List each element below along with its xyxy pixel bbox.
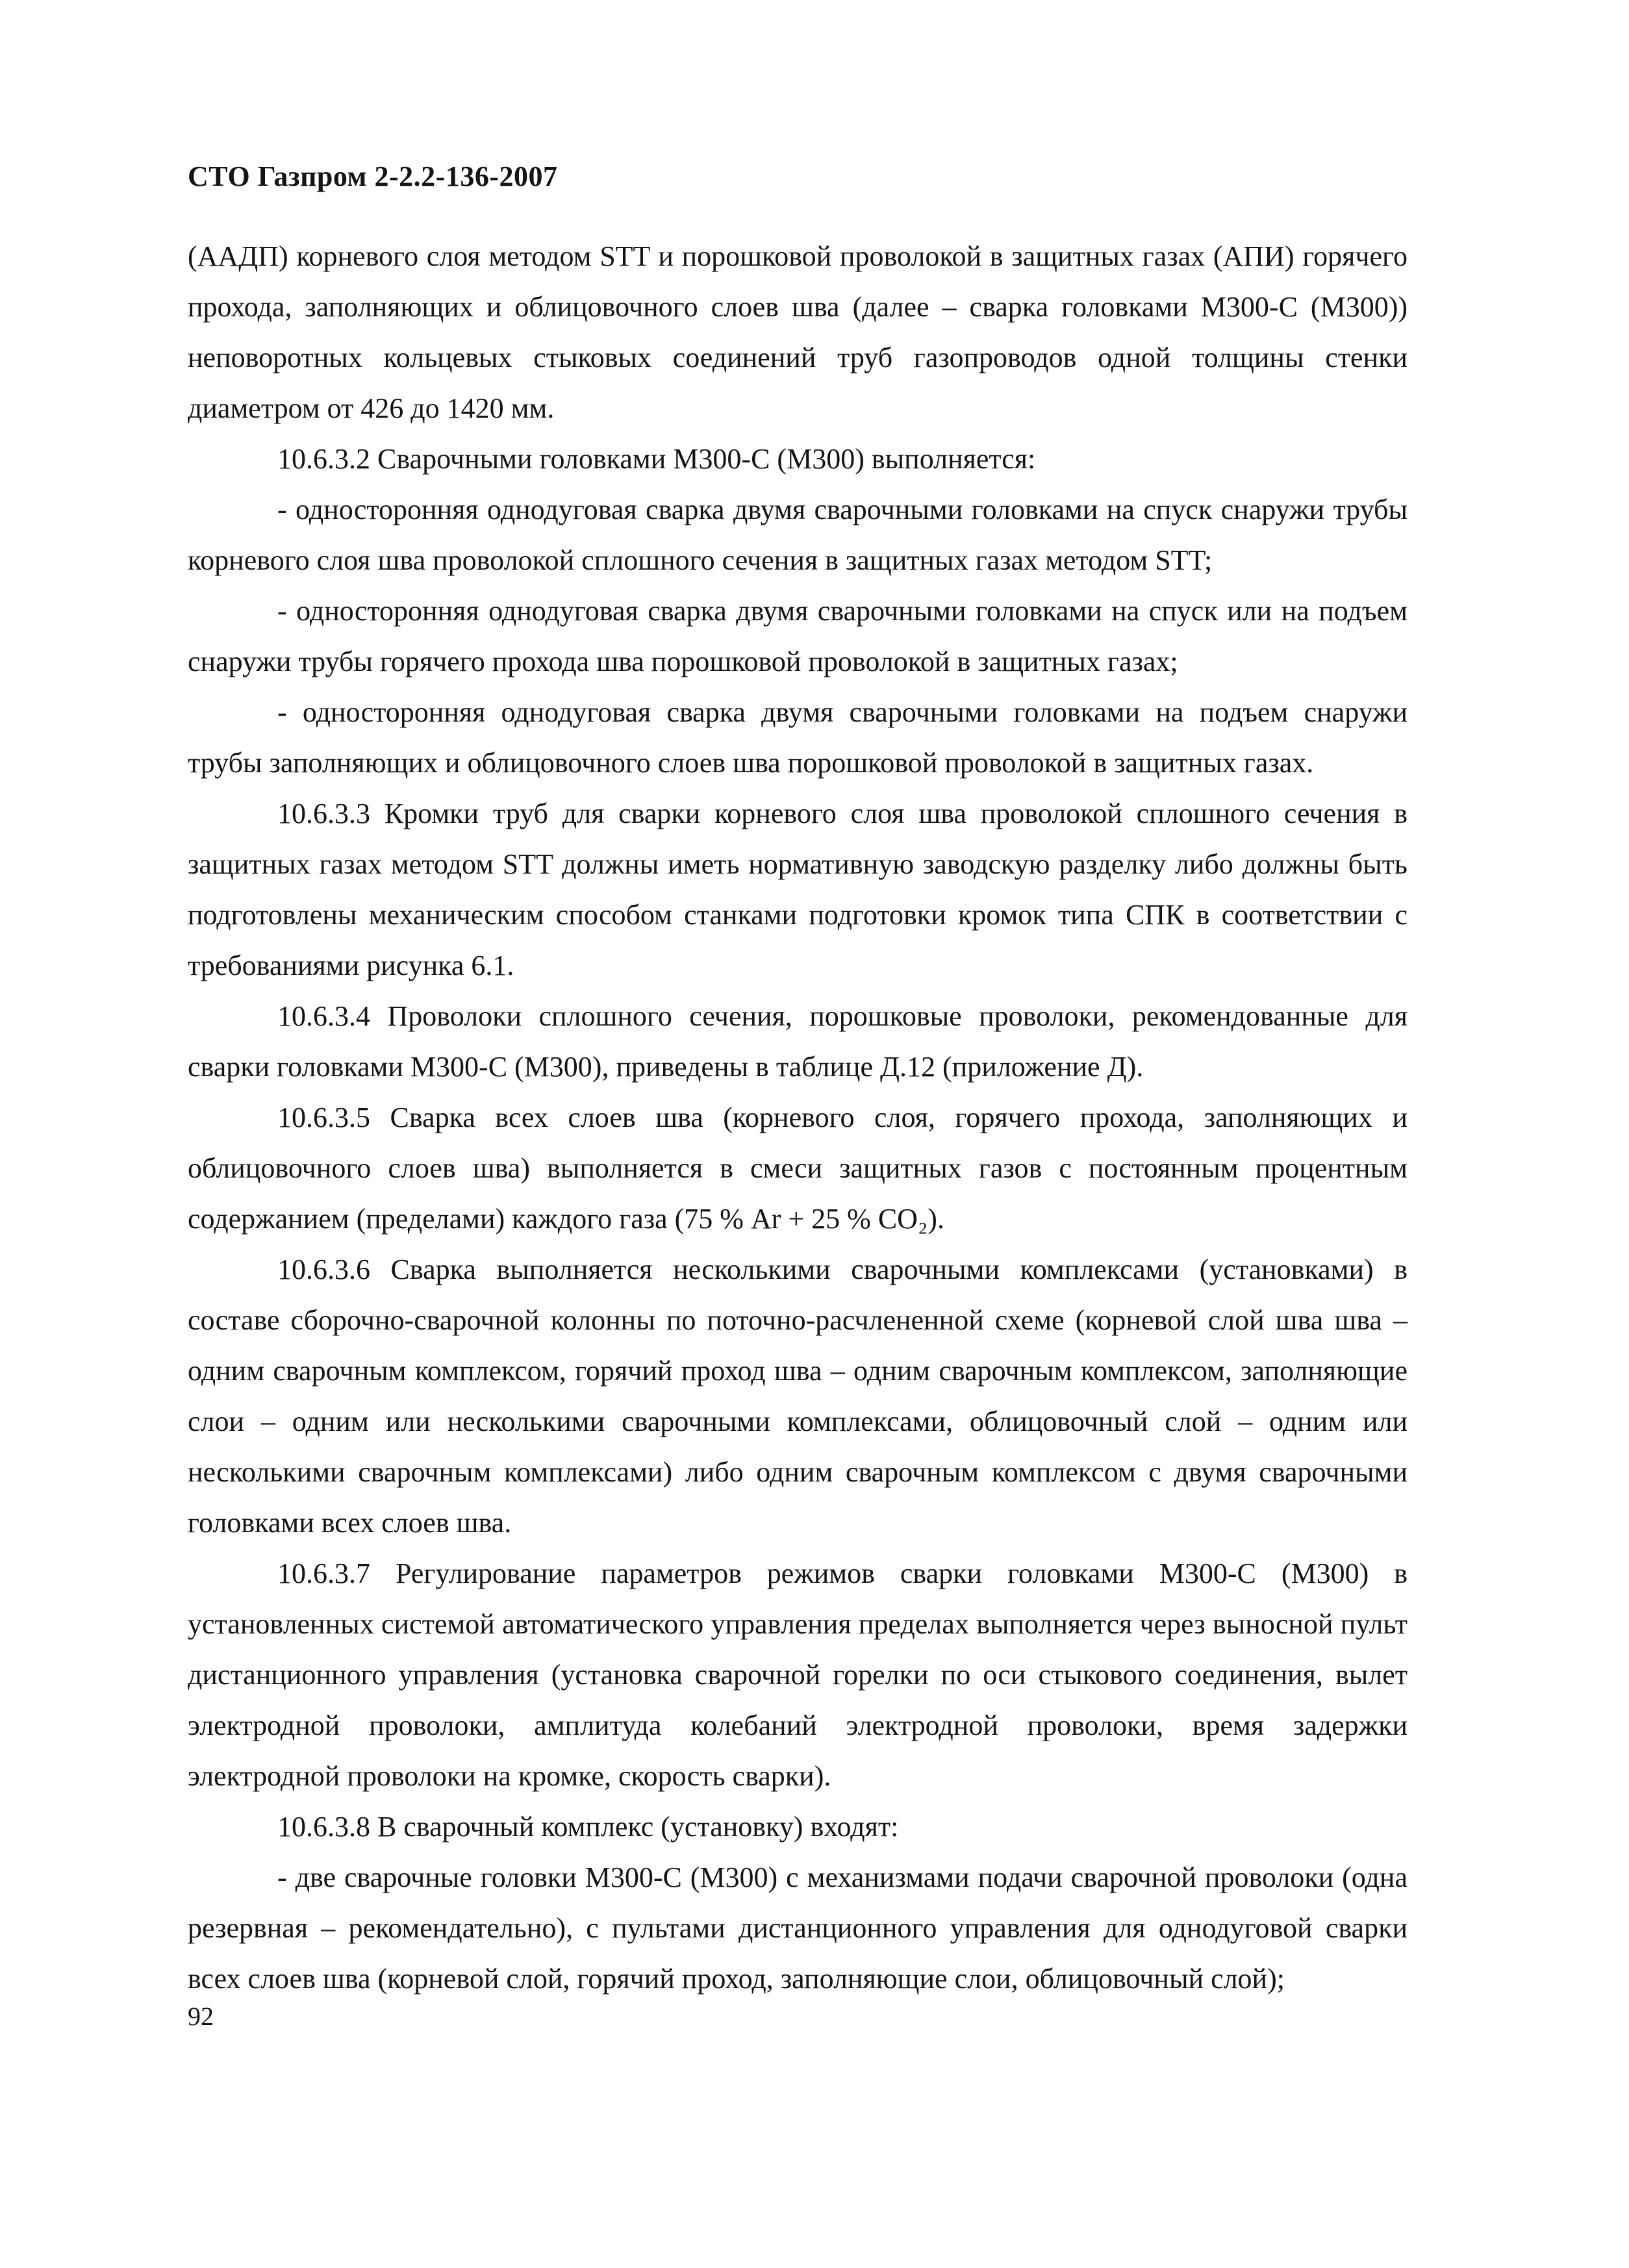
list-item-hot-pass: - односторонняя однодуговая сварка двумя сварочными головками на спуск или на подъем снаружи трубы горячего прохода шва порошковой проволокой в защитных газах; xyxy=(188,595,1408,677)
paragraph-intro-continuation: (ААДП) корневого слоя методом STT и порошковой проволокой в защитных газах (АПИ) горячего прохода, заполняющих и облицовочного слоев шва (далее – сварка головками М300-С (М300)) неповоротных кольцевых стыковых соединений труб газопроводов одной толщины стенки диаметром от 426 до 1420 мм. xyxy=(188,240,1408,424)
paragraph-10-6-3-6: 10.6.3.6 Сварка выполняется несколькими сварочными комплексами (установками) в составе сборочно-сварочной колонны по поточно-расчлененной схеме (корневой слой шва шва – одним сварочным комплексом, горячий проход шва – одним сварочным комплексом, заполняющие слои – одним или несколькими сварочными комплексами, облицовочный слой – одним или несколькими сварочным комплексами) либо одним сварочным комплексом с двумя сварочными головками всех слоев шва. xyxy=(188,1254,1408,1539)
page-number: 92 xyxy=(188,2002,214,2031)
paragraph-10-6-3-7: 10.6.3.7 Регулирование параметров режимов сварки головками М300-С (М300) в установленных системой автоматического управления пределах выполняется через выносной пульт дистанционного управления (установка сварочной горелки по оси стыкового соединения, вылет электродной проволоки, амплитуда колебаний электродной проволоки, время задержки электродной проволоки на кромке, скорость сварки). xyxy=(188,1557,1408,1792)
body-text xyxy=(188,231,1408,2004)
list-item-root-layer: - односторонняя однодуговая сварка двумя сварочными головками на спуск снаружи трубы корневого слоя шва проволокой сплошного сечения в защитных газах методом STT; xyxy=(188,494,1408,576)
list-item-welding-heads: - две сварочные головки М300-С (М300) с механизмами подачи сварочной проволоки (одна резервная – рекомендательно), с пультами дистанционного управления для однодуговой сварки всех слоев шва (корневой слой, горячий проход, заполняющие слои, облицовочный слой); xyxy=(188,1861,1408,1995)
paragraph-10-6-3-2: 10.6.3.2 Сварочными головками М300-С (М300) выполняется: xyxy=(277,443,1036,475)
paragraph-10-6-3-5: 10.6.3.5 Сварка всех слоев шва (корневого слоя, горячего прохода, заполняющих и облицовочного слоев шва) выполняется в смеси защитных газов с постоянным процентным содержанием (пределами) каждого газа (75 % Ar + 25 % CO₂). xyxy=(188,1102,1408,1235)
paragraph-10-6-3-8: 10.6.3.8 В сварочный комплекс (установку) входят: xyxy=(277,1811,899,1843)
paragraph-10-6-3-4: 10.6.3.4 Проволоки сплошного сечения, порошковые проволоки, рекомендованные для сварки головками М300-С (М300), приведены в таблице Д.12 (приложение Д). xyxy=(188,1000,1408,1083)
list-item-fill-cap-layers: - односторонняя однодуговая сварка двумя сварочными головками на подъем снаружи трубы заполняющих и облицовочного слоев шва порошковой проволокой в защитных газах. xyxy=(188,696,1408,779)
paragraph-10-6-3-3: 10.6.3.3 Кромки труб для сварки корневого слоя шва проволокой сплошного сечения в защитных газах методом STT должны иметь нормативную заводскую разделку либо должны быть подготовлены механическим способом станками подготовки кромок типа СПК в соответствии с требованиями рисунка 6.1. xyxy=(188,798,1408,981)
page-header: СТО Газпром 2-2.2-136-2007 xyxy=(188,160,558,192)
